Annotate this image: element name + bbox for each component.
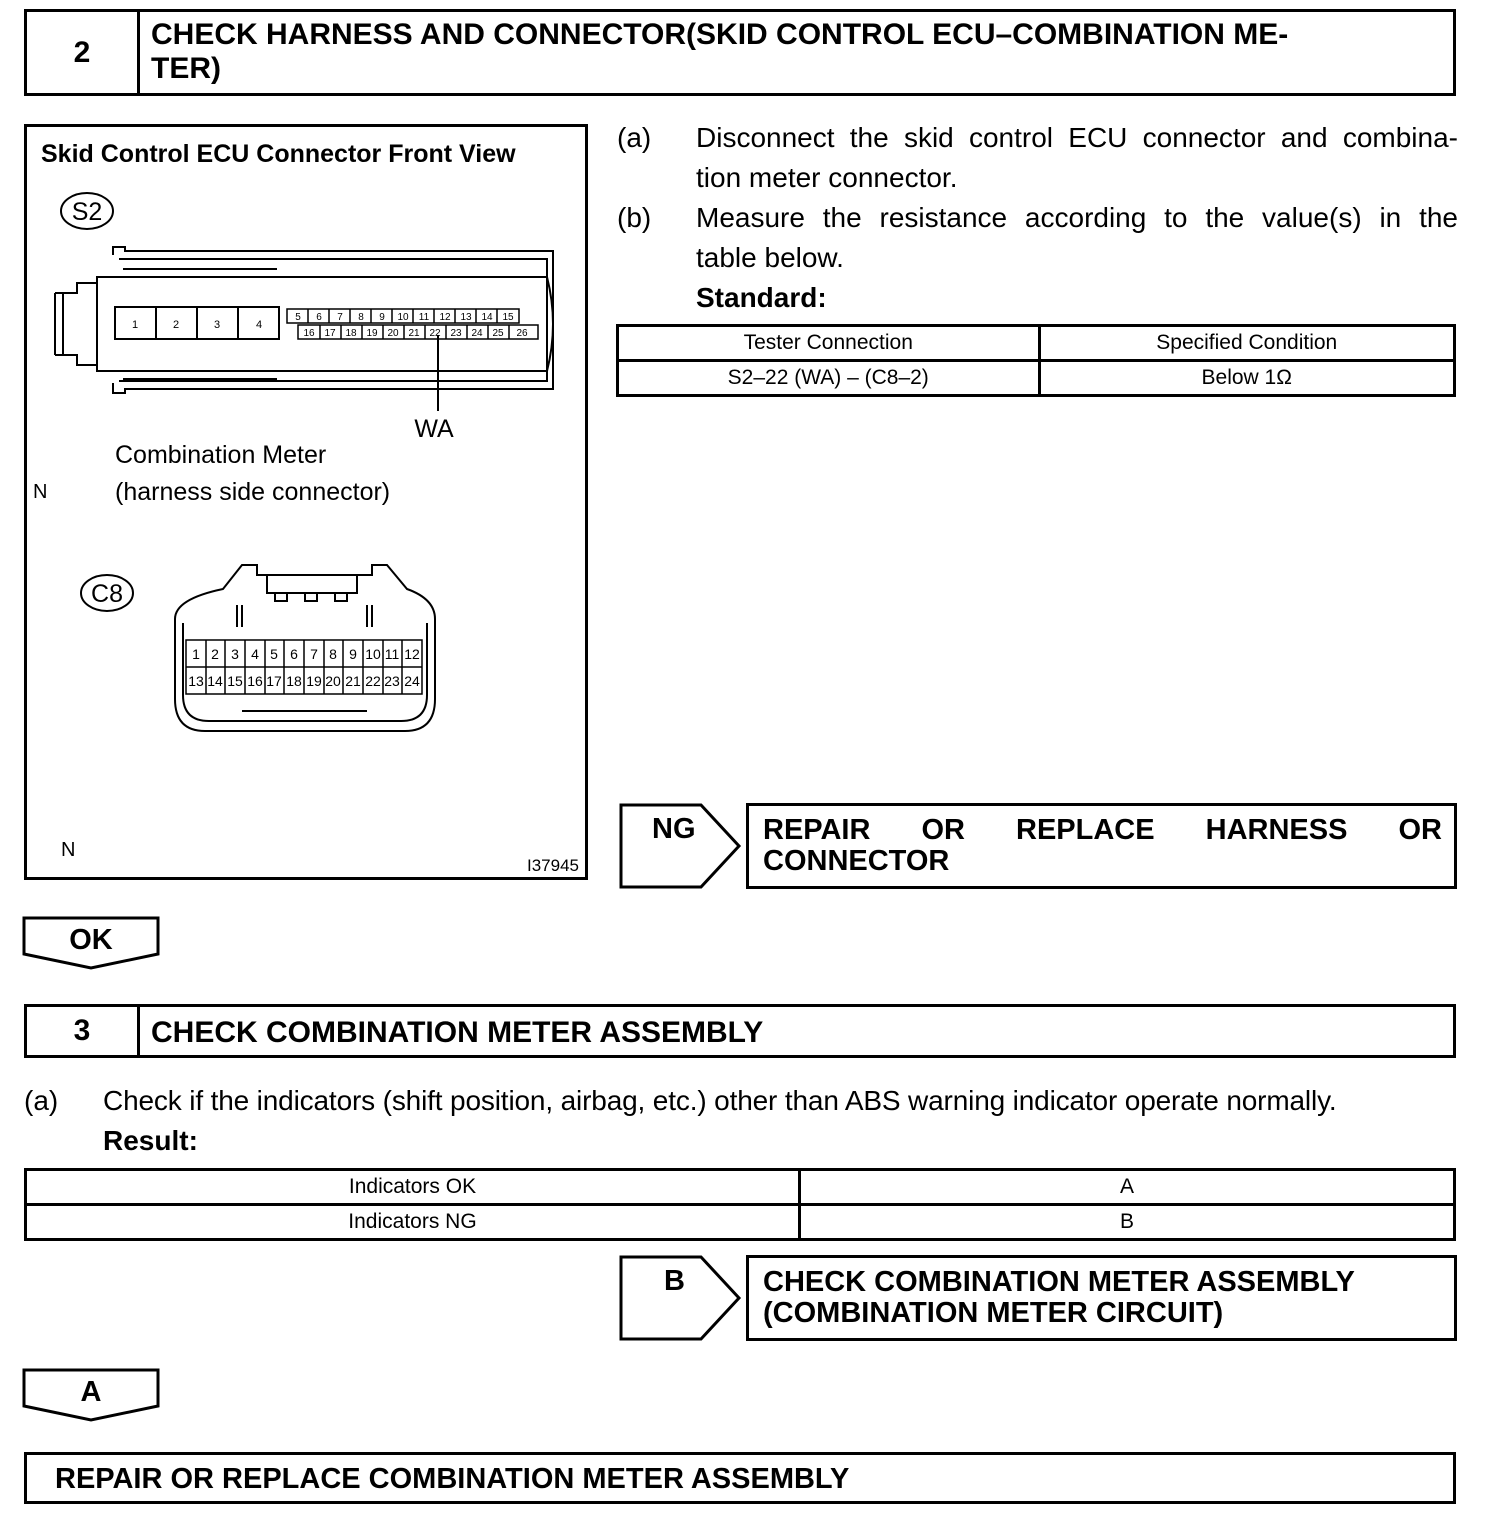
c8-pin-18: 18: [286, 673, 302, 689]
result-table: [24, 1168, 1456, 1241]
final-step-title: REPAIR OR REPLACE COMBINATION METER ASSEMBLY: [55, 1463, 850, 1495]
step-3-header: [24, 1004, 1456, 1058]
cell-result: A: [800, 1170, 1455, 1205]
s2-pin-3: 3: [213, 319, 221, 331]
instruction-a-marker: (a): [617, 122, 652, 153]
step-number: 3: [27, 1007, 140, 1055]
c8-pin-16: 16: [247, 673, 263, 689]
cell-result: B: [800, 1205, 1455, 1240]
c8-pin-2: 2: [211, 646, 219, 662]
a-label: A: [80, 1376, 102, 1408]
ng-action-line1: [763, 815, 1442, 846]
instruction-b-marker: (b): [617, 202, 652, 233]
s2-pin-20: 20: [387, 328, 399, 339]
wa-label: WA: [414, 415, 454, 443]
c8-pin-8: 8: [329, 646, 337, 662]
step-title-line2: TER): [151, 52, 221, 85]
s2-pin-7: 7: [337, 312, 343, 323]
figure-id: I37945: [527, 856, 579, 875]
s2-pin-25: 25: [492, 328, 504, 339]
instruction-a-line2: tion meter connector.: [696, 162, 958, 193]
header-tester-connection: Tester Connection: [618, 326, 1040, 361]
c8-pin-19: 19: [306, 673, 322, 689]
c8-pin-4: 4: [251, 646, 259, 662]
c8-pin-12: 12: [404, 646, 420, 662]
c8-pin-21: 21: [345, 673, 361, 689]
s2-pin-2: 2: [172, 319, 180, 331]
instruction-b-line2: table below.: [696, 242, 844, 273]
connector-figure: [24, 124, 588, 880]
s2-pin-15: 15: [502, 312, 514, 323]
b-action-line2: (COMBINATION METER CIRCUIT): [763, 1297, 1224, 1329]
ng-word-harness: HARNESS: [1205, 814, 1348, 846]
figure-title: Skid Control ECU Connector Front View: [41, 140, 516, 168]
n-mark-2: N: [61, 839, 76, 861]
c8-pin-13: 13: [188, 673, 204, 689]
standard-table: [616, 324, 1456, 397]
s2-pin-23: 23: [450, 328, 462, 339]
s2-pin-16: 16: [303, 328, 315, 339]
s2-pin-13: 13: [460, 312, 472, 323]
cell-tester-connection: S2–22 (WA) – (C8–2): [618, 361, 1040, 396]
instruction-b-line1: Measure the resistance according to the value(s) in the: [696, 202, 1458, 233]
cell-specified-condition: Below 1Ω: [1039, 361, 1455, 396]
s2-pin-5: 5: [295, 312, 301, 323]
ng-label: NG: [652, 813, 696, 845]
s2-pin-11: 11: [418, 312, 430, 323]
s2-large-pins: [115, 307, 279, 339]
n-mark-1: N: [33, 481, 48, 503]
s2-pin-21: 21: [408, 328, 420, 339]
s2-pin-8: 8: [358, 312, 364, 323]
c8-pin-15: 15: [227, 673, 243, 689]
s2-pin-4: 4: [255, 319, 263, 331]
s2-pin-22: 22: [429, 328, 441, 339]
instruction-a-line1: Disconnect the skid control ECU connector and combina-: [696, 122, 1458, 153]
table-row: [26, 1170, 1455, 1205]
c8-pin-24: 24: [404, 673, 420, 689]
standard-label: Standard:: [696, 282, 827, 313]
header-specified-condition: Specified Condition: [1039, 326, 1455, 361]
c8-pin-20: 20: [325, 673, 341, 689]
ng-word-repair: REPAIR: [763, 814, 871, 846]
table-header-row: [618, 326, 1455, 361]
s2-pin-17: 17: [324, 328, 336, 339]
c8-pin-23: 23: [384, 673, 400, 689]
c8-pin-7: 7: [310, 646, 318, 662]
meter-label-line2: (harness side connector): [115, 478, 391, 506]
ng-word-replace: REPLACE: [1016, 814, 1155, 846]
table-row: [618, 361, 1455, 396]
c8-pin-17: 17: [266, 673, 282, 689]
s2-pin-14: 14: [481, 312, 493, 323]
c8-label: C8: [91, 580, 123, 608]
s2-pin-6: 6: [316, 312, 322, 323]
step-number: 2: [27, 12, 140, 93]
cell-condition: Indicators OK: [26, 1170, 800, 1205]
s2-pin-19: 19: [366, 328, 378, 339]
s2-pin-9: 9: [379, 312, 385, 323]
c8-pin-14: 14: [207, 673, 223, 689]
final-step-box: [24, 1452, 1456, 1504]
ng-word-or: OR: [921, 814, 965, 846]
step3-a-marker: (a): [24, 1085, 59, 1116]
table-row: [26, 1205, 1455, 1240]
c8-pin-9: 9: [349, 646, 357, 662]
s2-label: S2: [71, 198, 103, 226]
b-action-line1: CHECK COMBINATION METER ASSEMBLY: [763, 1266, 1355, 1298]
result-label: Result:: [103, 1125, 198, 1156]
c8-pin-5: 5: [270, 646, 278, 662]
c8-pin-10: 10: [365, 646, 381, 662]
connector-diagram: [27, 127, 585, 877]
ng-word-or-2: OR: [1398, 814, 1442, 846]
ng-action-line2: CONNECTOR: [763, 845, 950, 877]
s2-pin-12: 12: [439, 312, 451, 323]
meter-label-line1: Combination Meter: [115, 441, 327, 469]
b-label: B: [664, 1265, 685, 1297]
c8-pin-6: 6: [290, 646, 298, 662]
step3-a-text: Check if the indicators (shift position, airbag, etc.) other than ABS warning indicator operate normally.: [103, 1085, 1337, 1116]
c8-pin-3: 3: [231, 646, 239, 662]
step-title-line1: CHECK HARNESS AND CONNECTOR(SKID CONTROL ECU–COMBINATION ME-: [151, 18, 1289, 51]
c8-pin-11: 11: [384, 646, 400, 662]
ng-action-box: [746, 803, 1457, 889]
s2-pin-24: 24: [471, 328, 483, 339]
s2-pin-18: 18: [345, 328, 357, 339]
step-title: CHECK COMBINATION METER ASSEMBLY: [151, 1016, 764, 1049]
ok-label: OK: [69, 924, 113, 956]
s2-pin-1: 1: [131, 319, 139, 331]
b-action-box: [746, 1255, 1457, 1341]
s2-pin-10: 10: [397, 312, 409, 323]
cell-condition: Indicators NG: [26, 1205, 800, 1240]
c8-pin-22: 22: [365, 673, 381, 689]
c8-pin-1: 1: [192, 646, 200, 662]
s2-connector: [55, 247, 553, 393]
step-2-header: [24, 9, 1456, 96]
s2-pin-26: 26: [516, 328, 528, 339]
